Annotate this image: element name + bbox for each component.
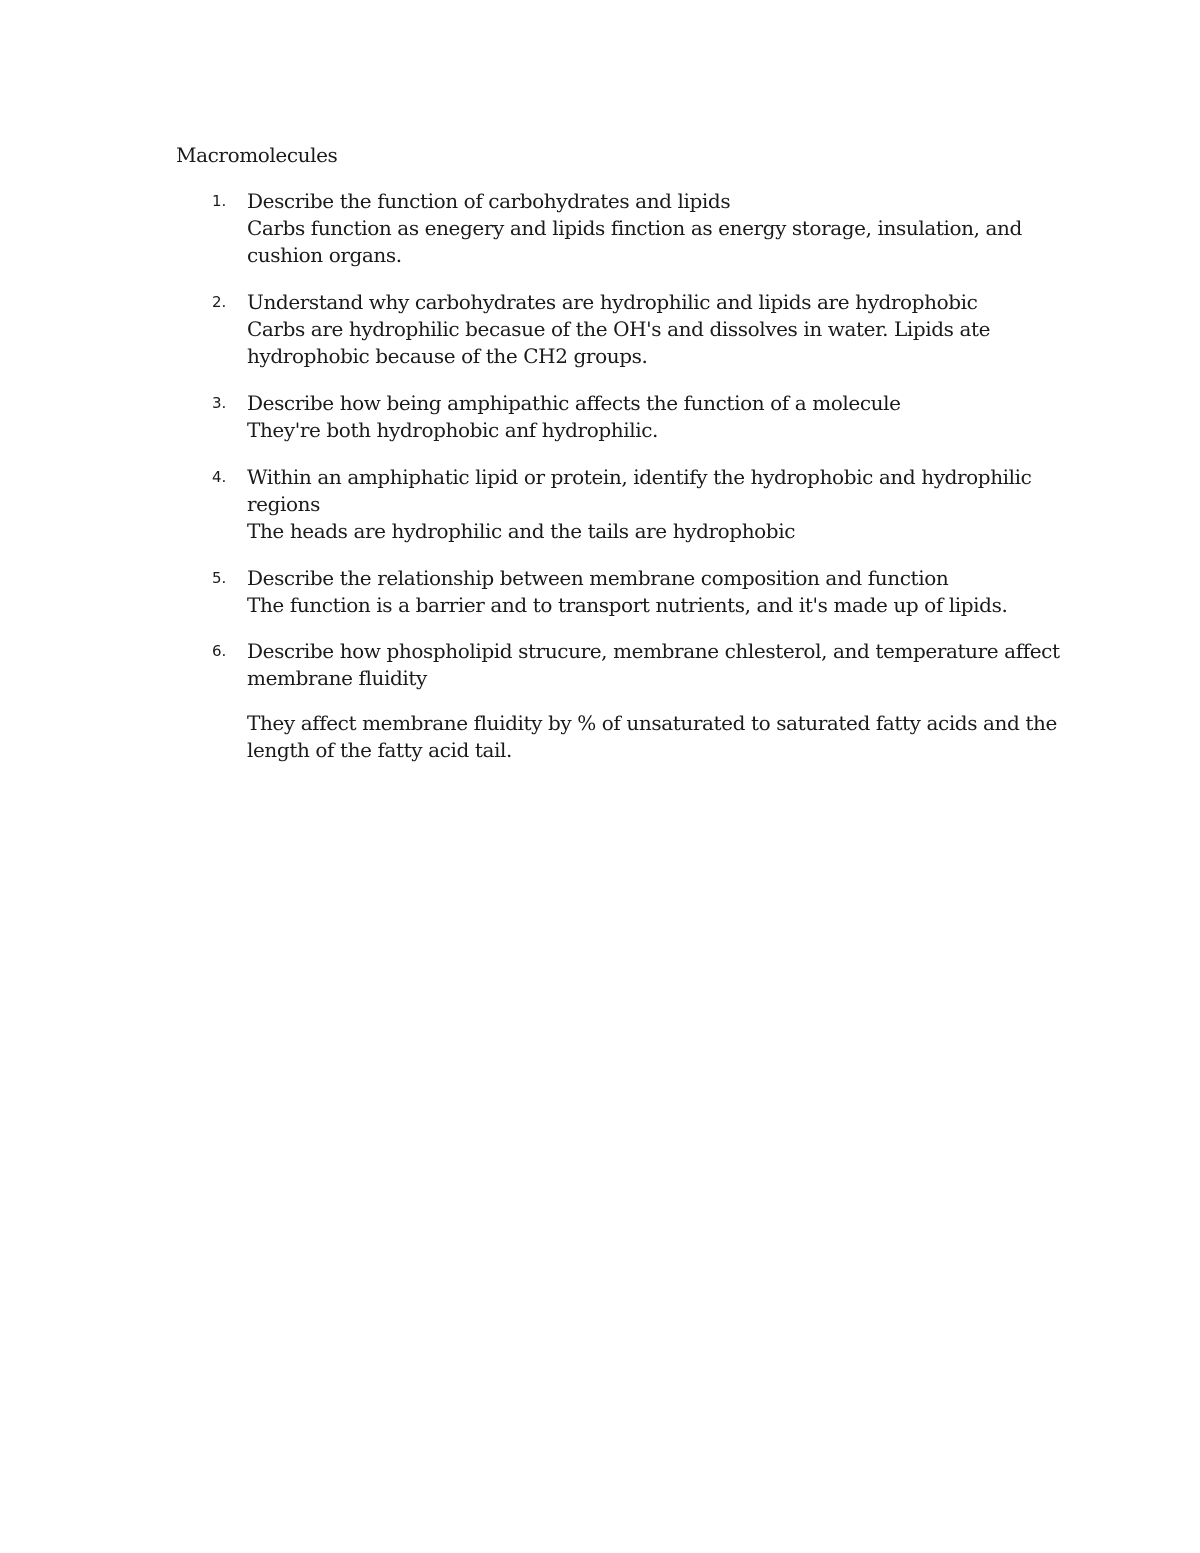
list-item-body [247,390,1037,444]
list-number: 6. [212,642,227,660]
question-text: regions [247,492,320,516]
document-title: Macromolecules [176,143,338,167]
question-text: Describe how phospholipid strucure, membrane chlesterol, and temperature affect [247,639,1060,663]
answer-text: Carbs are hydrophilic becasue of the OH's and dissolves in water. Lipids ate [247,317,991,341]
answer-text: cushion organs. [247,243,402,267]
list-item-body [247,464,1037,545]
question-text: Describe how being amphipathic affects the function of a molecule [247,391,901,415]
question-text: Describe the relationship between membrane composition and function [247,566,949,590]
list-item-body [247,289,1037,370]
list-number: 3. [212,394,227,412]
question-text: membrane fluidity [247,666,427,690]
answer-text: The function is a barrier and to transport nutrients, and it's made up of lipids. [247,593,1008,617]
list-number: 4. [212,468,227,486]
answer-text: They're both hydrophobic anf hydrophilic. [247,418,658,442]
answer-text: Carbs function as enegery and lipids finction as energy storage, insulation, and [247,216,1022,240]
question-text: Understand why carbohydrates are hydrophilic and lipids are hydrophobic [247,290,978,314]
list-item-body [247,188,1037,269]
answer-text: length of the fatty acid tail. [247,738,512,762]
list-number: 1. [212,192,227,210]
answer-text: They affect membrane fluidity by % of unsaturated to saturated fatty acids and the [247,711,1057,735]
list-number: 2. [212,293,227,311]
list-item-body [247,638,1060,764]
list-number: 5. [212,569,227,587]
list-item-body [247,565,1037,619]
answer-text: The heads are hydrophilic and the tails are hydrophobic [247,519,796,543]
answer-text: hydrophobic because of the CH2 groups. [247,344,648,368]
question-text: Within an amphiphatic lipid or protein, identify the hydrophobic and hydrophilic [247,465,1032,489]
question-text: Describe the function of carbohydrates and lipids [247,189,731,213]
